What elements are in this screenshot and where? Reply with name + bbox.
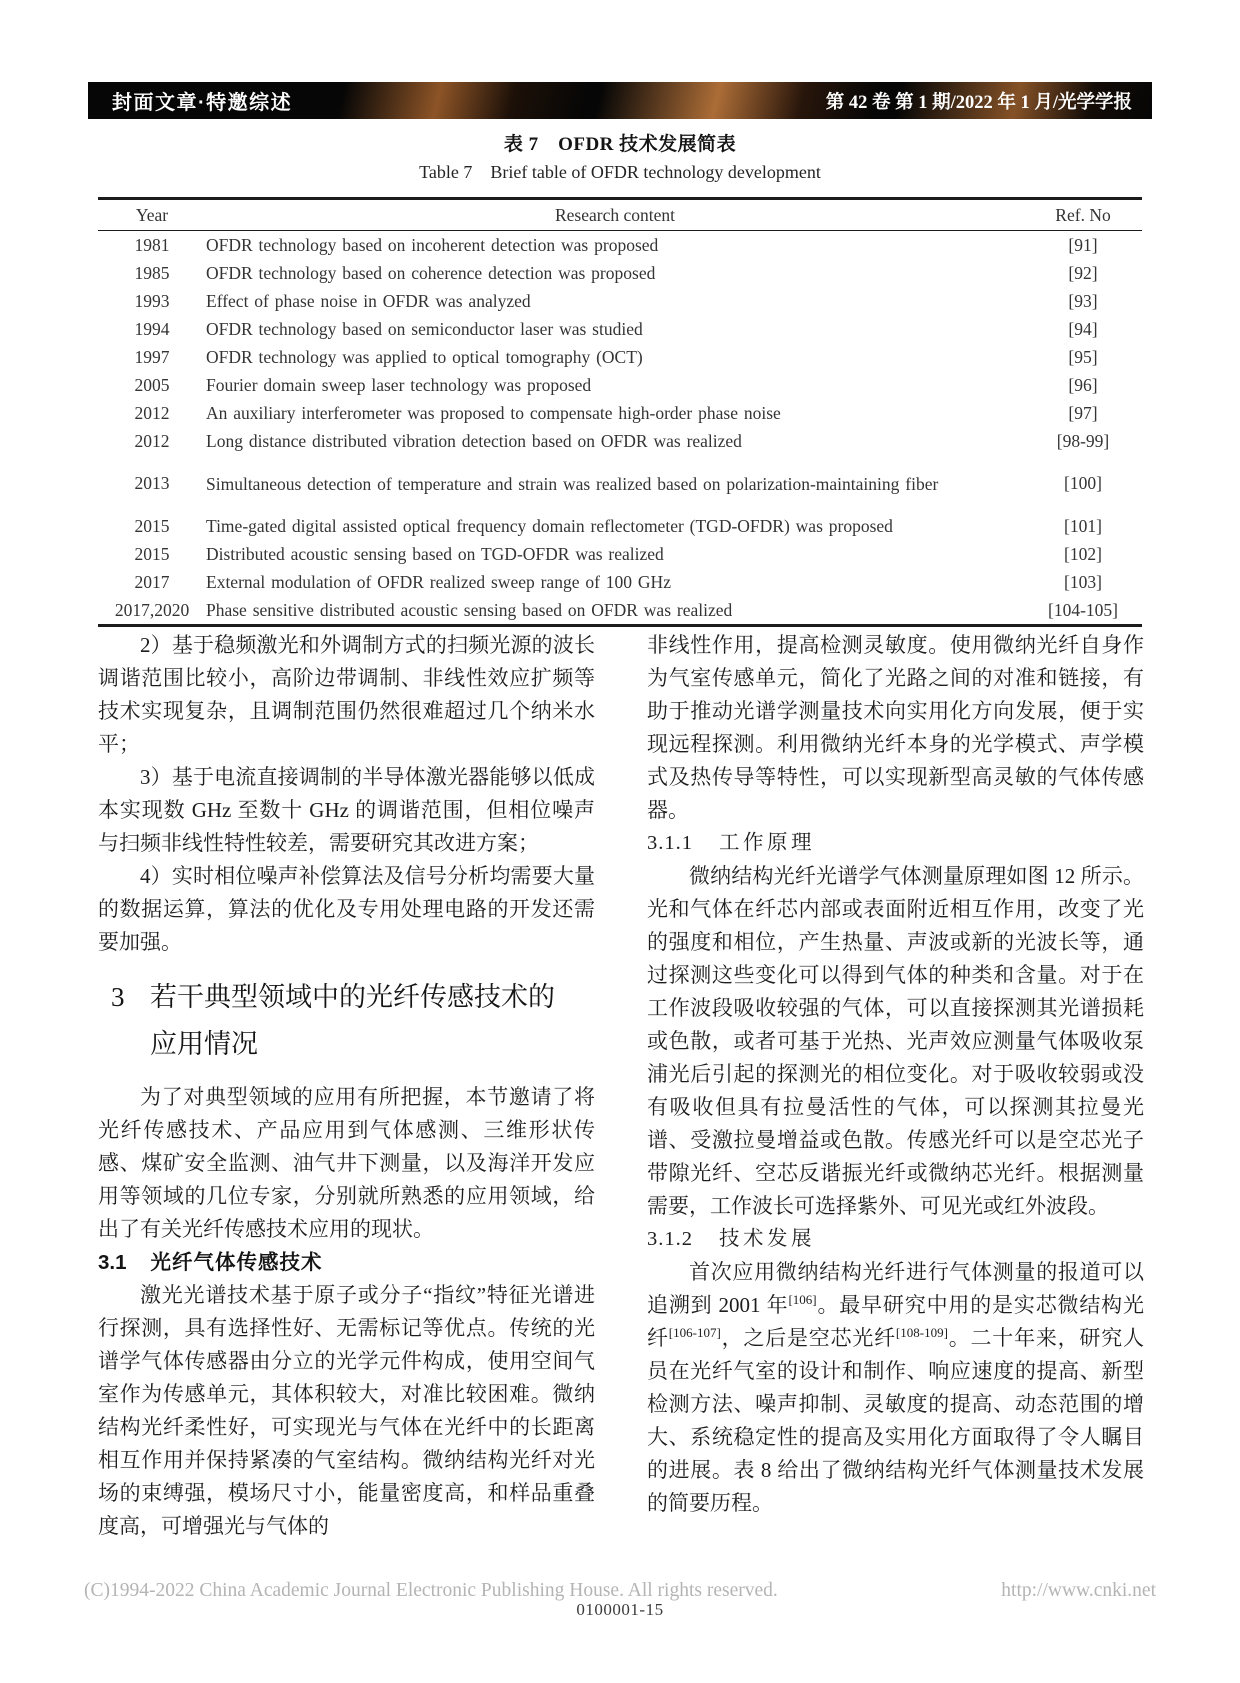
ofdr-development-table (98, 197, 1142, 627)
col-header-content: Research content (206, 199, 1024, 231)
section-3-number: 3 (111, 982, 125, 1012)
year-cell: 2005 (134, 374, 170, 395)
year-cell: 2012 (134, 402, 170, 423)
content-cell: OFDR technology based on semiconductor laser was studied (206, 318, 643, 339)
ref-cell: [104-105] (1048, 599, 1118, 620)
content-cell: Time-gated digital assisted optical frequency domain reflectometer (TGD-OFDR) was proposed (206, 515, 893, 536)
text-segment: 。最早研究中用的是实芯微结构光纤 (647, 1293, 1145, 1350)
ref-cell: [93] (1068, 290, 1098, 311)
ref-cell: [97] (1068, 402, 1098, 423)
table-row (98, 399, 1142, 427)
left-column (98, 629, 595, 1543)
right-column (647, 629, 1144, 1520)
ref-cell: [95] (1068, 346, 1098, 367)
year-cell: 1994 (134, 318, 170, 339)
section-3-1-title: 光纤气体传感技术 (150, 1251, 323, 1274)
para-phase-noise-compensation: 4）实时相位噪声补偿算法及信号分析均需要大量的数据运算，算法的优化及专用处理电路的开发还需要加强。 (98, 864, 595, 954)
year-cell: 2013 (134, 473, 170, 493)
ref-cell: [91] (1068, 234, 1098, 255)
section-3-1-2-number: 3.1.2 (647, 1228, 693, 1250)
section-3-1-1-number: 3.1.1 (647, 832, 693, 854)
footer-copyright-line (84, 1580, 1156, 1602)
ref-cell: [100] (1064, 473, 1102, 493)
table-row (98, 371, 1142, 399)
citation-108-109: [108-109] (895, 1325, 948, 1340)
section-3-1-2-title: 技术发展 (719, 1228, 815, 1250)
table-row (98, 427, 1142, 455)
table-row (98, 343, 1142, 371)
year-cell: 1993 (134, 290, 170, 311)
citation-106: [106] (788, 1292, 817, 1307)
year-cell: 2015 (134, 543, 170, 564)
content-cell: OFDR technology based on coherence detection was proposed (206, 262, 656, 283)
para-working-principle: 微纳结构光纤光谱学气体测量原理如图 12 所示。光和气体在纤芯内部或表面附近相互作用，改变了光的强度和相位，产生热量、声波或新的光波长等，通过探测这些变化可以得到气体的种类和含量。对于在工作波段吸收较强的气体，可以直接探测其光谱损耗或色散，或者可基于光热、光声效应测量气体吸收泵浦光后引起的探测光的相位变化。对于吸收较弱或没有吸收但具有拉曼活性的气体，可以探测其拉曼光谱、受激拉曼增益或色散。传感光纤可以是空芯光子带隙光纤、空芯反谐振光纤或微纳芯光纤。根据测量需要，工作波长可选择紫外、可见光或红外波段。 (647, 864, 1144, 1218)
text-segment: ，之后是空芯光纤 (720, 1326, 896, 1350)
year-cell: 2015 (134, 515, 170, 536)
cnki-url: http://www.cnki.net (1001, 1580, 1156, 1601)
copyright-text: (C)1994-2022 China Academic Journal Electronic Publishing House. All rights reserved. (84, 1580, 778, 1601)
content-cell: An auxiliary interferometer was proposed to compensate high-order phase noise (206, 402, 781, 423)
year-cell: 2017,2020 (114, 599, 190, 620)
year-cell: 1985 (134, 262, 170, 283)
citation-106-107: [106-107] (668, 1325, 721, 1340)
content-cell: OFDR technology was applied to optical tomography (OCT) (206, 346, 643, 367)
table-row (98, 315, 1142, 343)
year-cell: 2012 (134, 430, 170, 451)
table-row (98, 455, 1142, 512)
section-3-title: 若干典型领域中的光纤传感技术的应用情况 (150, 982, 555, 1059)
content-cell: Distributed acoustic sensing based on TGD-OFDR was realized (206, 543, 664, 564)
year-cell: 1997 (134, 346, 170, 367)
content-cell: Simultaneous detection of temperature and strain was realized based on polarization-maintaining fiber (206, 473, 939, 494)
ref-cell: [98-99] (1056, 430, 1110, 451)
section-3-heading (98, 974, 595, 1068)
para-tech-development (647, 1256, 1144, 1520)
ref-cell: [92] (1068, 262, 1098, 283)
section-3-1-number: 3.1 (98, 1251, 127, 1274)
ref-cell: [102] (1064, 543, 1102, 564)
content-cell: Fourier domain sweep laser technology was proposed (206, 374, 592, 395)
section-3-1-1-heading (647, 827, 1144, 860)
para-swept-source-limits: 2）基于稳频激光和外调制方式的扫频光源的波长调谐范围比较小，高阶边带调制、非线性效应扩频等技术实现复杂，且调制范围仍然很难超过几个纳米水平； (98, 633, 595, 756)
content-cell: External modulation of OFDR realized sweep range of 100 GHz (206, 571, 671, 592)
ref-cell: [96] (1068, 374, 1098, 395)
content-cell: Phase sensitive distributed acoustic sensing based on OFDR was realized (206, 599, 733, 620)
content-cell: Effect of phase noise in OFDR was analyzed (206, 290, 531, 311)
content-cell: Long distance distributed vibration detection based on OFDR was realized (206, 430, 742, 451)
table-title-en: Table 7 Brief table of OFDR technology development (419, 162, 821, 182)
page-number: 0100001-15 (576, 1600, 664, 1619)
ref-cell: [103] (1064, 571, 1102, 592)
section-3-1-heading (98, 1246, 595, 1279)
section-3-1-1-title: 工作原理 (719, 832, 815, 854)
table-row (98, 259, 1142, 287)
table-title-zh: 表 7 OFDR 技术发展简表 (503, 134, 737, 155)
col-header-year: Year (98, 199, 206, 231)
table-row (98, 568, 1142, 596)
ref-cell: [101] (1064, 515, 1102, 536)
table-row (98, 596, 1142, 626)
ref-cell: [94] (1068, 318, 1098, 339)
para-direct-modulation: 3）基于电流直接调制的半导体激光器能够以低成本实现数 GHz 至数十 GHz 的调谐范围，但相位噪声与扫频非线性特性较差，需要研究其改进方案； (98, 765, 595, 855)
text-segment: 。二十年来，研究人员在光纤气室的设计和制作、响应速度的提高、新型检测方法、噪声抑制、灵敏度的提高、动态范围的增大、系统稳定性的提高及实用化方面取得了令人瞩目的进展。表 8 给出了微纳结构光纤气体测量技术发展的简要历程。 (647, 1326, 1145, 1515)
table-header-row (98, 199, 1142, 231)
col-header-ref: Ref. No (1024, 199, 1142, 231)
content-cell: OFDR technology based on incoherent detection was proposed (206, 234, 659, 255)
table-row (98, 540, 1142, 568)
para-section3-intro: 为了对典型领域的应用有所把握，本节邀请了将光纤传感技术、产品应用到气体感测、三维形状传感、煤矿安全监测、油气井下测量，以及海洋开发应用等领域的几位专家，分别就所熟悉的应用领域，给出了有关光纤传感技术应用的现状。 (98, 1085, 595, 1241)
table-row (98, 512, 1142, 540)
year-cell: 2017 (134, 571, 170, 592)
year-cell: 1981 (134, 234, 170, 255)
text-segment: 首次应用微纳结构光纤进行气体测量的报道可以追溯到 2001 年 (647, 1260, 1144, 1317)
table-row (98, 287, 1142, 315)
section-3-1-2-heading (647, 1223, 1144, 1256)
para-nonlinear-continuation: 非线性作用，提高检测灵敏度。使用微纳光纤自身作为气室传感单元，简化了光路之间的对准和链接，有助于推动光谱学测量技术向实用化方向发展，便于实现远程探测。利用微纳光纤本身的光学模式、声学模式及热传导等特性，可以实现新型高灵敏的气体传感器。 (647, 633, 1144, 822)
table-row (98, 231, 1142, 260)
para-laser-spectroscopy: 激光光谱技术基于原子或分子“指纹”特征光谱进行探测，具有选择性好、无需标记等优点。传统的光谱学气体传感器由分立的光学元件构成，使用空间气室作为传感单元，其体积较大，对准比较困难。微纳结构光纤柔性好，可实现光与气体在光纤中的长距离相互作用并保持紧凑的气室结构。微纳结构光纤对光场的束缚强，模场尺寸小，能量密度高，和样品重叠度高，可增强光与气体的 (98, 1283, 595, 1538)
header-issue-info: 第 42 卷 第 1 期/2022 年 1 月/光学学报 (825, 92, 1132, 113)
page-header-banner (88, 82, 1152, 119)
header-column-label: 封面文章·特邀综述 (112, 92, 293, 114)
